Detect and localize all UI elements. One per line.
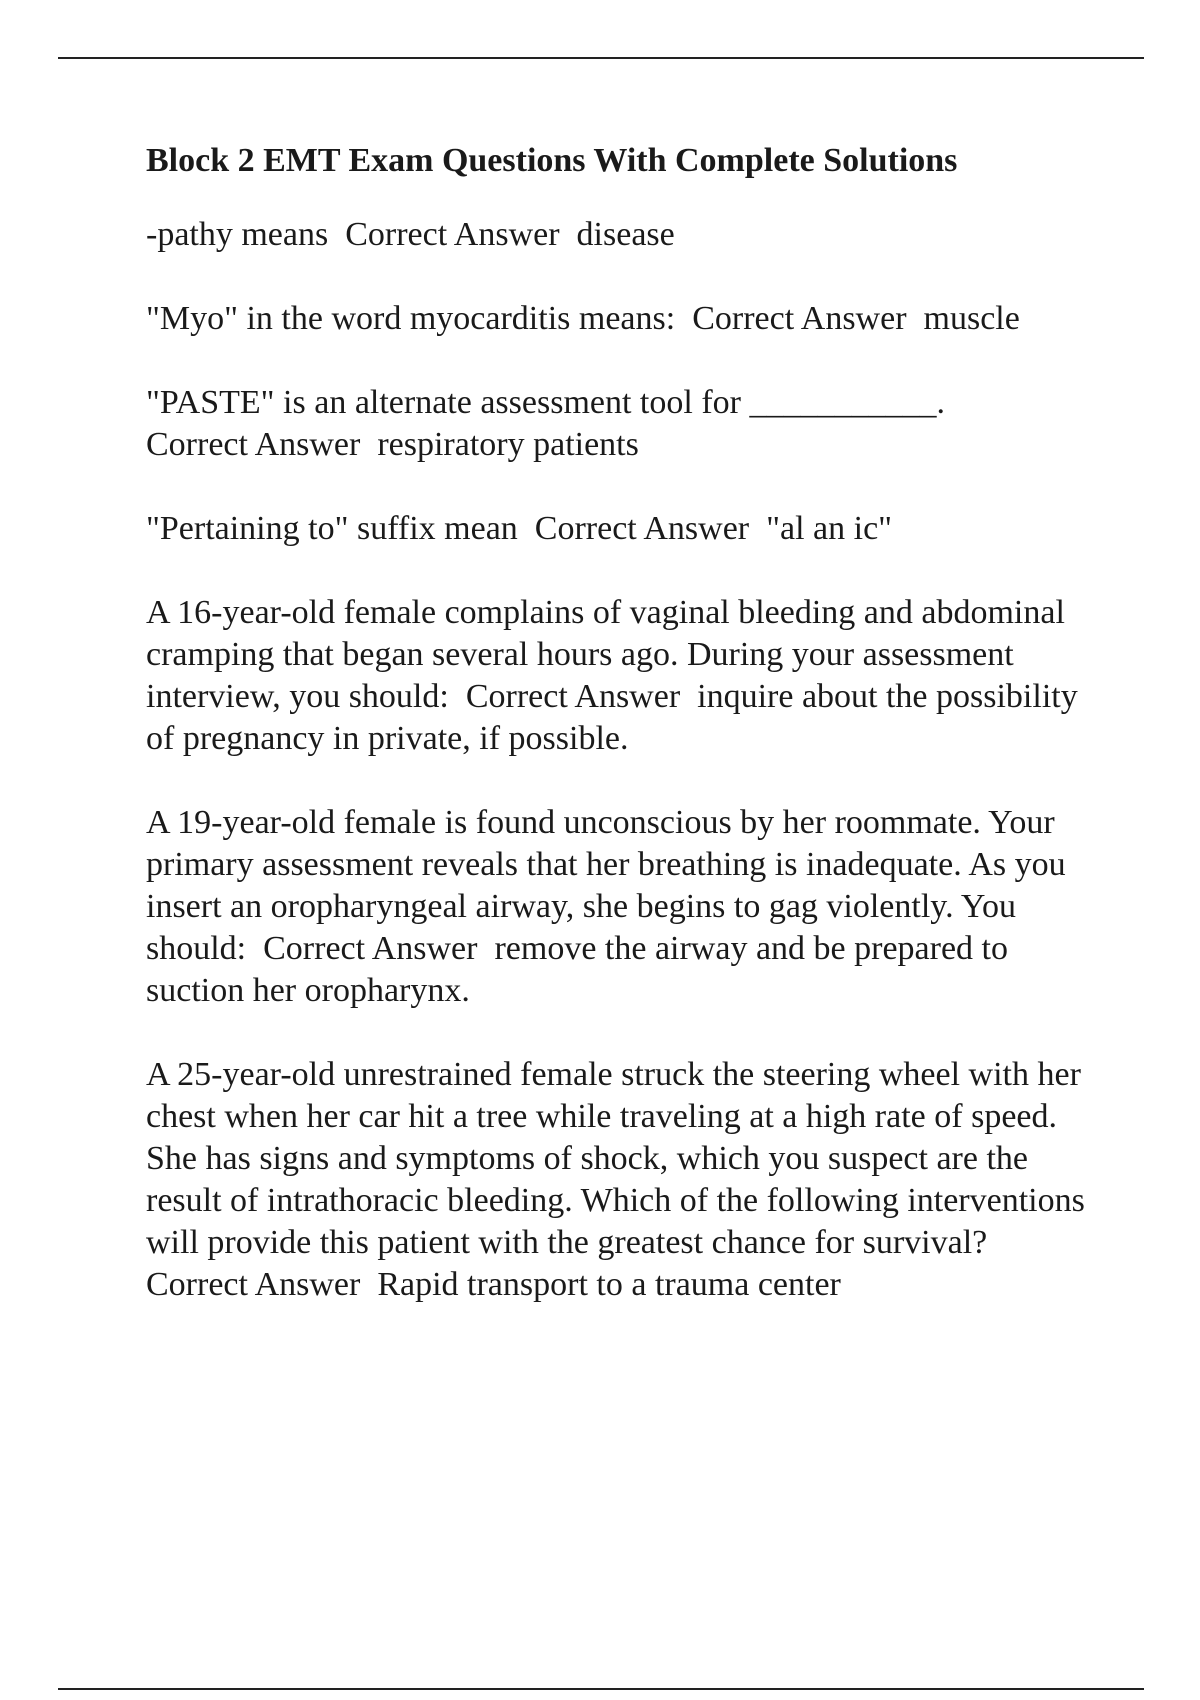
- question-text: "Pertaining to" suffix mean: [146, 510, 518, 547]
- question-text: "Myo" in the word myocarditis means:: [146, 300, 676, 337]
- answer-text: disease: [576, 216, 675, 253]
- answer-marker: Correct Answer: [146, 426, 361, 463]
- qa-item: [146, 508, 1106, 550]
- answer-marker: Correct Answer: [146, 1266, 361, 1303]
- answer-marker: Correct Answer: [692, 300, 907, 337]
- answer-marker: Correct Answer: [263, 930, 478, 967]
- document-body: [146, 140, 1106, 1348]
- document-title: Block 2 EMT Exam Questions With Complete Solutions: [146, 142, 958, 179]
- qa-item: [146, 802, 1106, 1012]
- answer-marker: Correct Answer: [345, 216, 560, 253]
- footer-rule: [58, 1688, 1144, 1690]
- answer-marker: Correct Answer: [534, 510, 750, 547]
- answer-text: respiratory patients: [377, 426, 639, 463]
- qa-item: [146, 592, 1106, 760]
- qa-item: [146, 214, 1106, 256]
- question-text: A 16-year-old female complains of vaginal bleeding and abdominal cramping that began several hours ago. During your assessment interview, you should:: [146, 594, 1074, 715]
- answer-marker: Correct Answer: [465, 678, 681, 715]
- answer-text: remove the airway and be prepared to suction her oropharynx.: [146, 930, 1017, 1009]
- answer-text: Rapid transport to a trauma center: [377, 1266, 841, 1303]
- answer-text: muscle: [923, 300, 1020, 337]
- answer-text: inquire about the possibility of pregnancy in private, if possible.: [146, 678, 1087, 757]
- answer-text: "al an ic": [766, 510, 893, 547]
- qa-item: [146, 1054, 1106, 1306]
- qa-item: [146, 382, 1106, 466]
- header-rule: [58, 57, 1144, 59]
- question-text: "PASTE" is an alternate assessment tool for ___________.: [146, 384, 945, 421]
- qa-item: [146, 298, 1106, 340]
- question-text: -pathy means: [146, 216, 329, 253]
- question-text: A 25-year-old unrestrained female struck the steering wheel with her chest when her car hit a tree while traveling at a high rate of speed. She has signs and symptoms of shock, which you suspect are the result of intrathoracic bleeding. Which of the following interventions will provide this patient with the greatest chance for survival?: [146, 1056, 1094, 1261]
- question-text: A 19-year-old female is found unconscious by her roommate. Your primary assessment reveals that her breathing is inadequate. As you insert an oropharyngeal airway, she begins to gag violently. You should:: [146, 804, 1075, 967]
